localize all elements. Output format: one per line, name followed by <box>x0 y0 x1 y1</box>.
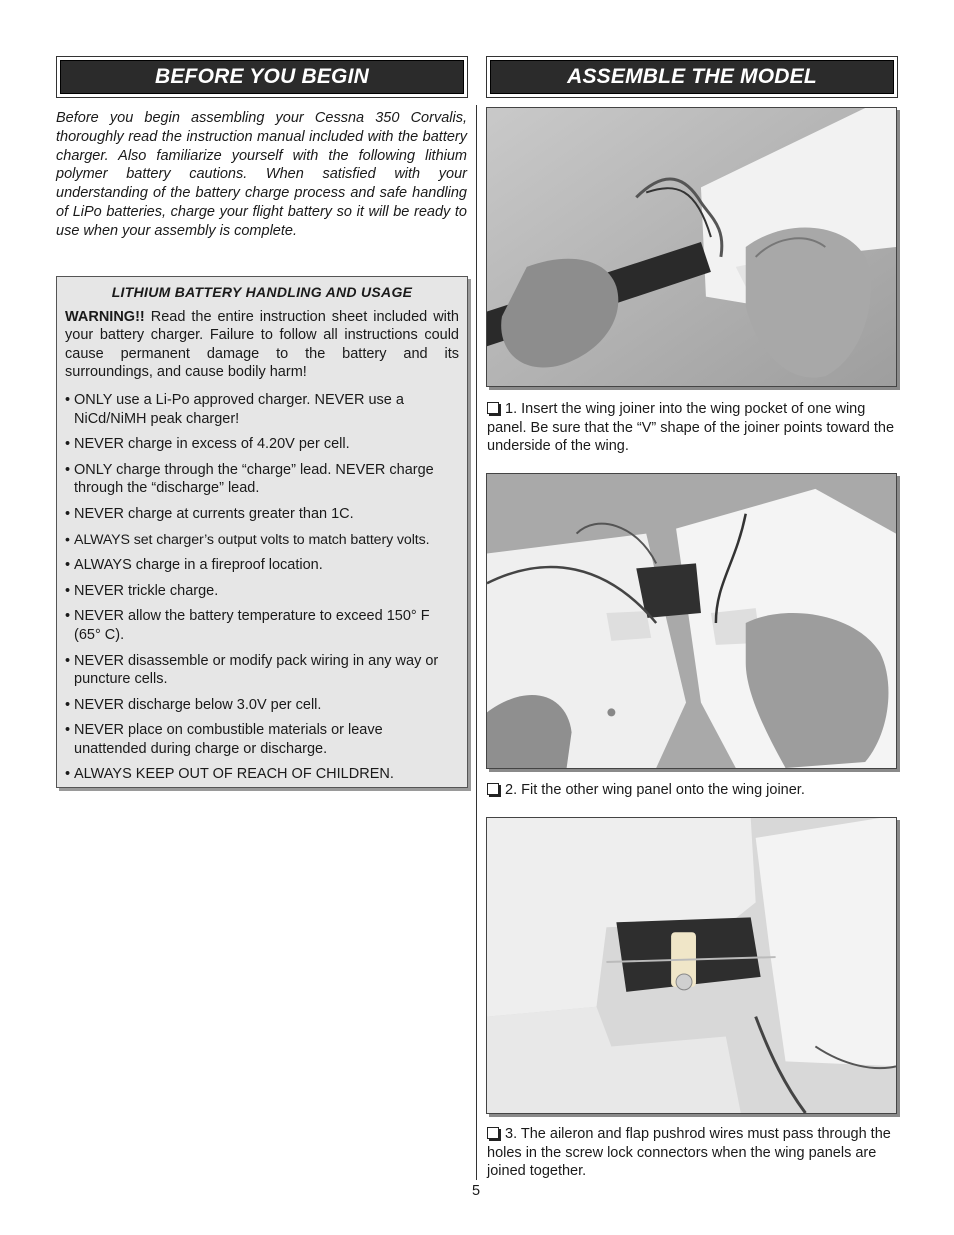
caution-item: • NEVER charge in excess of 4.20V per cell. <box>65 435 459 454</box>
photo-pushrod-connectors <box>486 817 897 1114</box>
photo-3-illustration <box>487 818 896 1113</box>
step-3-checkbox[interactable] <box>487 1127 499 1139</box>
battery-caution-list <box>65 391 459 784</box>
caution-item: • ALWAYS KEEP OUT OF REACH OF CHILDREN. <box>65 765 459 784</box>
warning-paragraph <box>65 308 459 382</box>
photo-wing-panel-fit <box>486 473 897 769</box>
step-1 <box>487 400 899 456</box>
warning-box-title: LITHIUM BATTERY HANDLING AND USAGE <box>111 284 413 300</box>
caution-item: • NEVER allow the battery temperature to exceed 150° F (65° C). <box>65 607 459 644</box>
caution-item: • NEVER charge at currents greater than 1C. <box>65 505 459 524</box>
page-number: 5 <box>472 1183 481 1199</box>
caution-item: • NEVER trickle charge. <box>65 582 459 601</box>
step-2-text: 2. Fit the other wing panel onto the wing joiner. <box>505 782 805 798</box>
caution-item: • NEVER disassemble or modify pack wiring in any way or puncture cells. <box>65 652 459 689</box>
assemble-the-model-title: ASSEMBLE THE MODEL <box>490 60 894 94</box>
step-2-checkbox[interactable] <box>487 783 499 795</box>
caution-item: • ONLY use a Li-Po approved charger. NEVER use a NiCd/NiMH peak charger! <box>65 391 459 428</box>
lithium-battery-warning-box <box>56 276 468 788</box>
step-1-checkbox[interactable] <box>487 402 499 414</box>
caution-item: • ALWAYS set charger’s output volts to match battery volts. <box>65 531 459 550</box>
warning-text: Read the entire instruction sheet included with your battery charger. Failure to follow all instructions could cause permanent damage to the battery and its surroundings, and cause bodily harm! <box>65 308 459 381</box>
warning-label: WARNING!! <box>65 308 145 325</box>
step-1-text: 1. Insert the wing joiner into the wing pocket of one wing panel. Be sure that the “V” shape of the joiner points toward the underside of the wing. <box>487 401 895 455</box>
step-3-text: 3. The aileron and flap pushrod wires must pass through the holes in the screw lock connectors when the wing panels are joined together. <box>487 1126 891 1180</box>
caution-item: • ALWAYS charge in a fireproof location. <box>65 556 459 575</box>
caution-item: • NEVER place on combustible materials or leave unattended during charge or discharge. <box>65 721 459 758</box>
step-2 <box>487 781 899 800</box>
assemble-the-model-header <box>486 56 898 98</box>
step-3 <box>487 1125 899 1181</box>
column-divider <box>476 105 477 1180</box>
photo-1-illustration <box>487 108 896 386</box>
caution-item: • ONLY charge through the “charge” lead. NEVER charge through the “discharge” lead. <box>65 461 459 498</box>
photo-2-illustration <box>487 474 896 768</box>
caution-item: • NEVER discharge below 3.0V per cell. <box>65 696 459 715</box>
photo-wing-joiner-insert <box>486 107 897 387</box>
before-you-begin-header <box>56 56 468 98</box>
before-you-begin-title: BEFORE YOU BEGIN <box>60 60 464 94</box>
intro-paragraph: Before you begin assembling your Cessna 350 Corvalis, thoroughly read the instruction manual included with the battery charger. Also familiarize yourself with the following lithium polymer battery cautions. When satisfied with your understanding of the battery charge process and safe handling of LiPo batteries, charge your flight battery so it will be ready to use when your assembly is complete. <box>56 110 467 239</box>
